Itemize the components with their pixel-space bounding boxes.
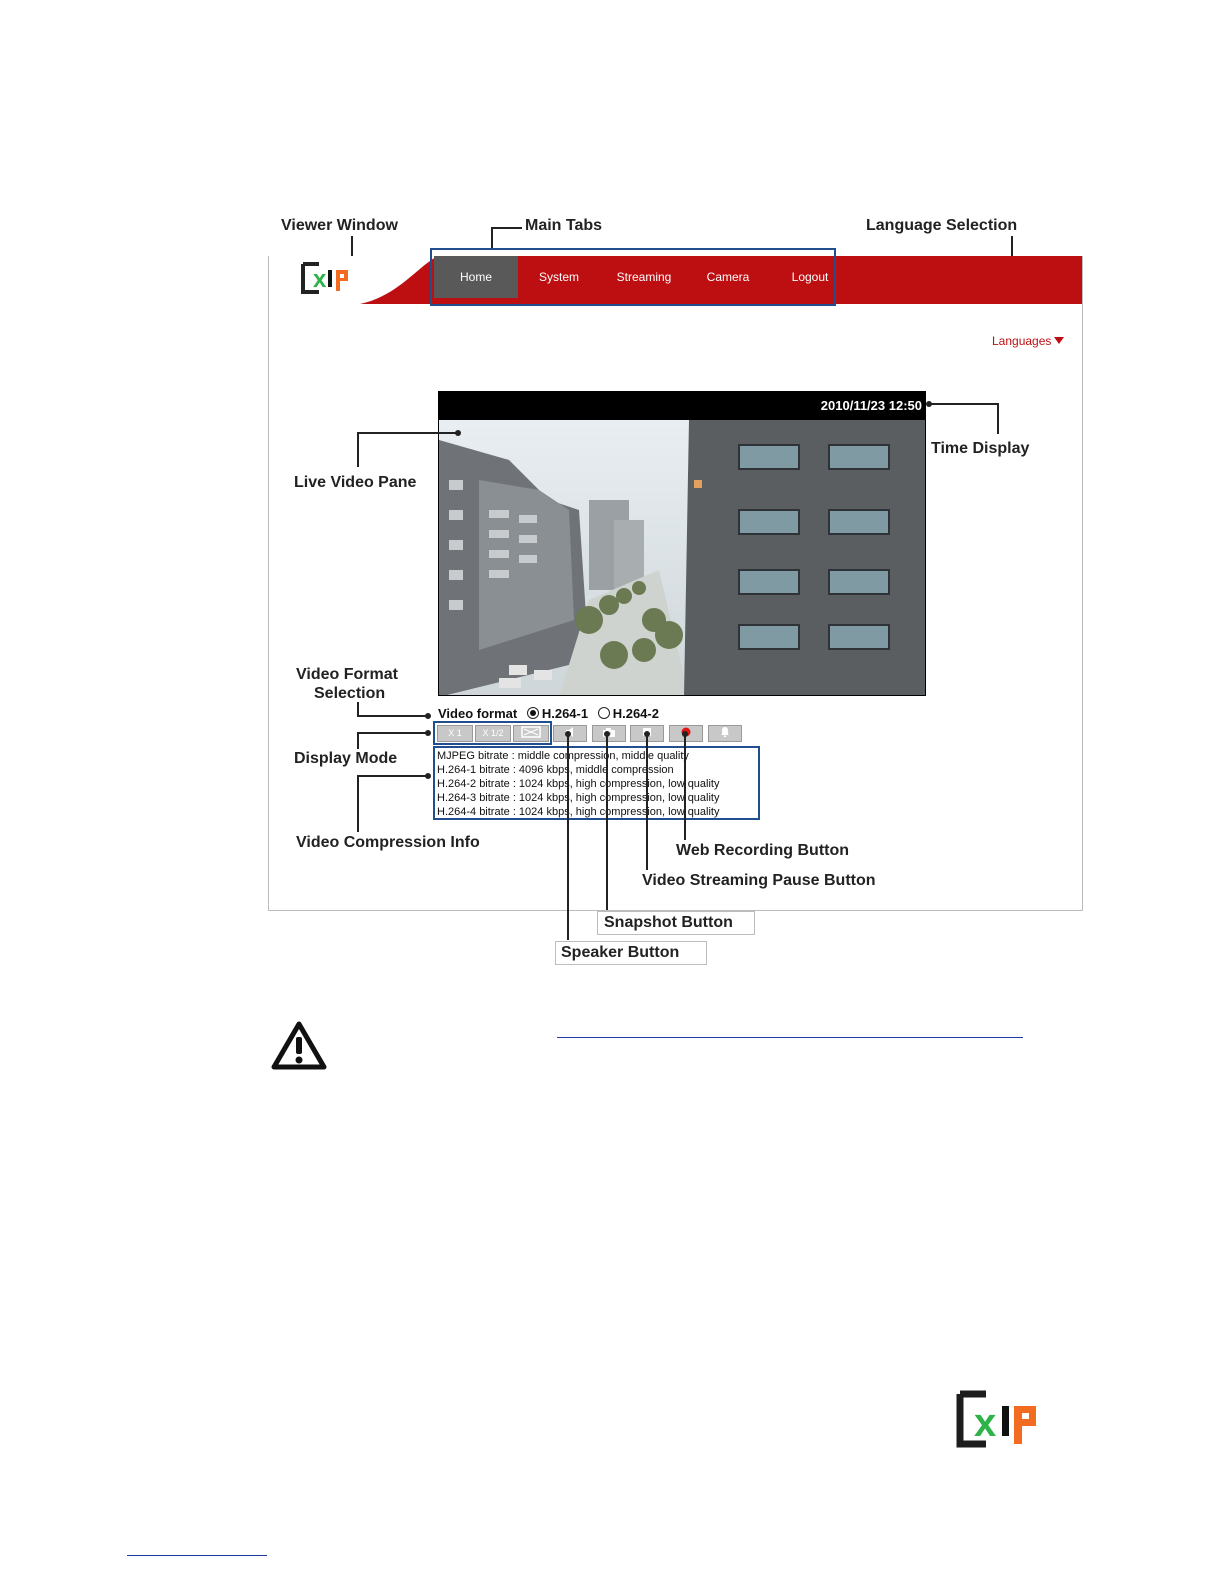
annotation-video-format-line1: Video Format	[296, 666, 398, 683]
annotation-video-format-line2: Selection	[314, 685, 386, 702]
tab-home[interactable]: Home	[434, 256, 518, 298]
warning-icon	[270, 1020, 328, 1072]
svg-text:x: x	[974, 1401, 997, 1445]
annotation-web-recording-button: Web Recording Button	[676, 842, 850, 859]
annotation-video-compression-info: Video Compression Info	[296, 834, 480, 851]
compression-line: H.264-3 bitrate : 1024 kbps, high compression, low quality	[437, 792, 720, 804]
option-h264-2-label: H.264-2	[612, 706, 659, 721]
tab-camera[interactable]: Camera	[706, 270, 750, 284]
link-underline	[557, 1037, 1023, 1038]
annotation-live-video-pane: Live Video Pane	[294, 474, 417, 491]
annotation-viewer-window: Viewer Window	[281, 217, 398, 234]
display-half-button[interactable]: X 1/2	[475, 725, 511, 742]
tab-logout[interactable]: Logout	[791, 270, 829, 284]
annotation-time-display: Time Display	[931, 440, 1030, 457]
annotation-display-mode: Display Mode	[294, 750, 398, 767]
annotation-speaker-button: Speaker Button	[561, 944, 680, 961]
compression-line: H.264-4 bitrate : 1024 kbps, high compression, low quality	[437, 806, 720, 818]
footer-xip-logo	[950, 1386, 1042, 1452]
video-format-label: Video format	[438, 706, 518, 721]
compression-line: MJPEG bitrate : middle compression, middle quality	[437, 750, 689, 762]
option-h264-1-label: H.264-1	[541, 706, 589, 721]
annotation-pause-button: Video Streaming Pause Button	[642, 872, 876, 889]
tab-system[interactable]: System	[538, 270, 579, 284]
annotation-main-tabs: Main Tabs	[525, 217, 603, 234]
svg-text:x: x	[313, 266, 327, 293]
snapshot-caption-box	[597, 911, 755, 935]
speaker-caption-box	[555, 941, 707, 965]
display-x1-button[interactable]: X 1	[437, 725, 473, 742]
tab-streaming[interactable]: Streaming	[616, 270, 672, 284]
footer-rule	[127, 1555, 267, 1556]
compression-line: H.264-1 bitrate : 4096 kbps, middle compression	[437, 764, 674, 776]
annotation-language-selection: Language Selection	[866, 217, 1018, 234]
time-display: 2010/11/23 12:50	[820, 398, 922, 413]
compression-line: H.264-2 bitrate : 1024 kbps, high compression, low quality	[437, 778, 720, 790]
languages-label: Languages	[992, 334, 1052, 348]
annotation-snapshot-button: Snapshot Button	[604, 914, 733, 931]
